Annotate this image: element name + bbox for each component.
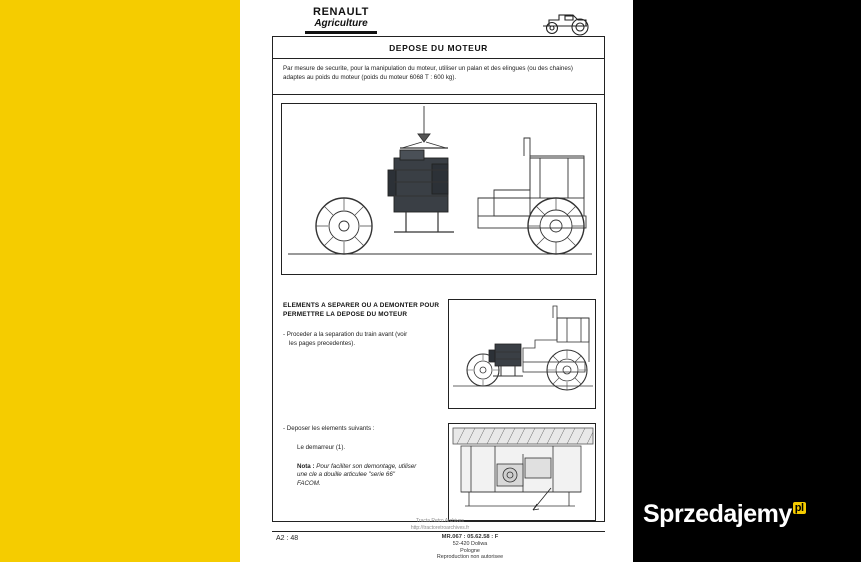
section3-nota [297, 463, 443, 489]
footer-reference: MR.067 : 05.62.58 : F [441, 534, 499, 540]
section2-text [283, 301, 443, 348]
tractor-front-axle-separation-illustration [448, 299, 596, 409]
document-header [240, 0, 633, 40]
section2-heading-line1: ELEMENTS A SEPARER OU A DEMONTER POUR [283, 302, 440, 309]
section3-text [283, 425, 443, 488]
starter-motor-detail-illustration [448, 423, 596, 521]
section-elements-to-remove [273, 415, 604, 521]
watermark-tld: pl [794, 502, 804, 514]
brand-name: RENAULT [313, 6, 369, 18]
brand-subtitle: Agriculture [314, 18, 368, 29]
content-frame [272, 36, 605, 522]
section-title-box [273, 37, 604, 59]
footer-address-2: Pologne [460, 547, 480, 554]
nota-line1: Pour faciliter son demontage, utiliser [316, 462, 417, 470]
footer-address-1: 52-420 Doliwa [452, 540, 488, 547]
nota-line2: une cle a douille articulee "serie 66" [297, 471, 395, 479]
site-watermark [643, 500, 853, 529]
credit-line-1: Tracta Retro Archives [416, 518, 464, 524]
document-page [240, 0, 633, 562]
credit-line-2: http://tractoretroarchives.fr [410, 524, 470, 531]
left-yellow-band [0, 0, 240, 562]
brand-underline [305, 31, 377, 34]
right-black-panel [633, 0, 861, 562]
page-title: DEPOSE DU MOTEUR [389, 42, 488, 53]
section-elements-to-separate [273, 283, 604, 415]
page-number: A2 : 48 [276, 535, 299, 542]
footer-divider [272, 531, 605, 532]
section2-item-line1: - Proceder a la separation du train avant (voir [283, 331, 408, 338]
section3-sub1: Le demarreur (1). [297, 443, 346, 451]
nota-line3: FACOM. [297, 479, 321, 487]
intro-text: Par mesure de securite, pour la manipulation du moteur, utiliser un palan et des elingues (ou des chaines) adaptes au poids du moteur (poids du moteur 6068 T : 600 kg). [283, 65, 573, 81]
tractor-engine-hoist-illustration [281, 103, 597, 275]
footer-copyright: Reproduction non autorisee [436, 554, 504, 561]
section3-item1: - Deposer les elements suivants : [283, 425, 375, 432]
section2-item-line2: les pages precedentes). [289, 339, 356, 347]
intro-box [273, 59, 604, 95]
brand-logo [276, 6, 406, 34]
archive-credit [340, 518, 540, 531]
nota-label: Nota : [297, 462, 315, 470]
section2-heading-line2: PERMETTRE LA DEPOSE DU MOTEUR [283, 311, 408, 318]
tractor-icon [535, 2, 607, 36]
watermark-text: Sprzedajemy [643, 500, 792, 528]
footer-reference-block [390, 534, 550, 561]
